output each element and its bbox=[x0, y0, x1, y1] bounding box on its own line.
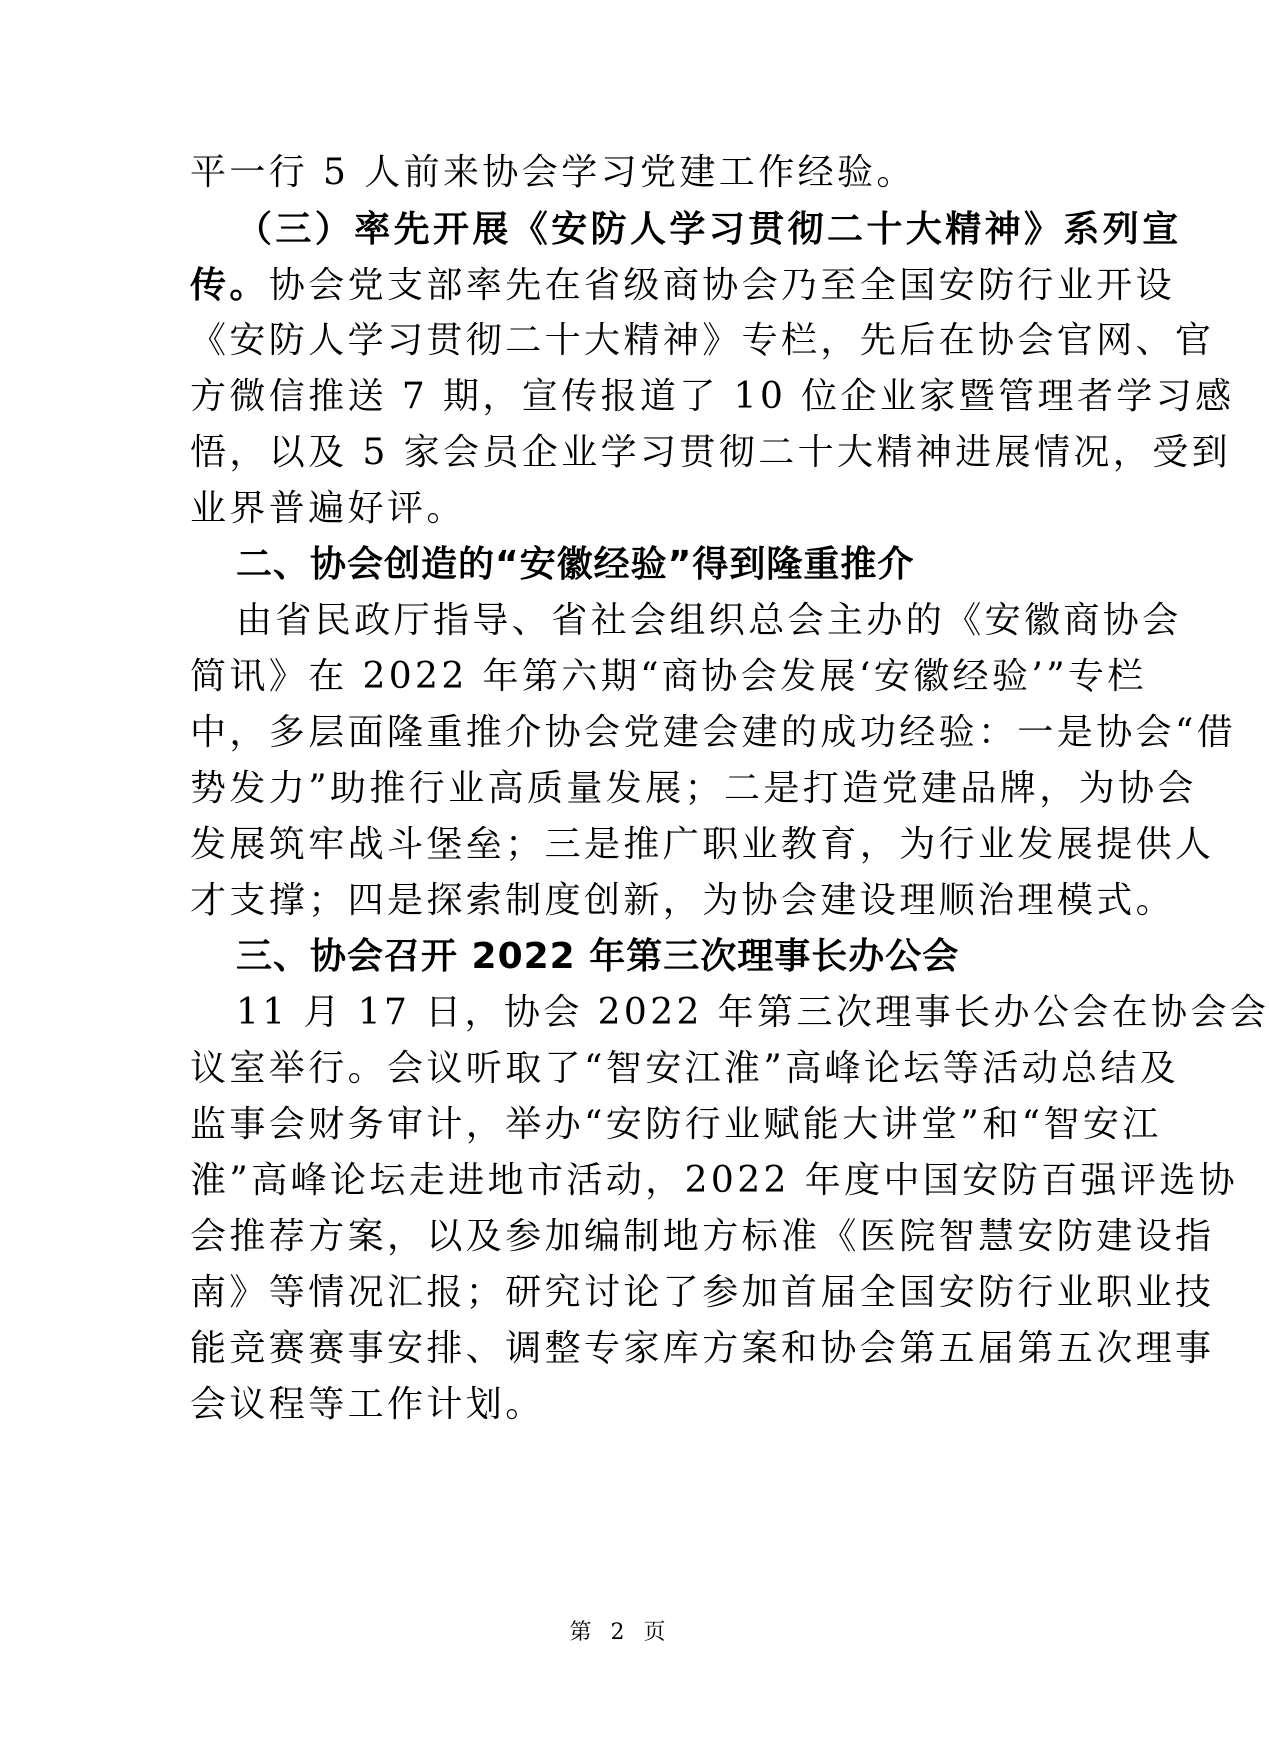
paragraph-line: 《安防人学习贯彻二十大精神》专栏，先后在协会官网、官 bbox=[190, 320, 1215, 361]
paragraph-text: 协会党支部率先在省级商协会乃至全国安防行业开设 bbox=[268, 265, 1176, 306]
page-number: 第 2 页 bbox=[569, 1620, 672, 1645]
paragraph-line: 简讯》在 2022 年第六期“商协会发展‘安徽经验’”专栏 bbox=[190, 656, 1147, 697]
paragraph-line: 11 月 17 日，协会 2022 年第三次理事长办公会在协会会 bbox=[236, 992, 1269, 1033]
paragraph-line: 中，多层面隆重推介协会党建会建的成功经验：一是协会“借 bbox=[190, 712, 1237, 753]
paragraph-line bbox=[190, 254, 1176, 316]
paragraph-line: 南》等情况汇报；研究讨论了参加首届全国安防行业职业技 bbox=[190, 1272, 1215, 1313]
subheading-line: （三）率先开展《安防人学习贯彻二十大精神》系列宣 bbox=[236, 208, 1182, 250]
paragraph-line: 发展筑牢战斗堡垒；三是推广职业教育，为行业发展提供人 bbox=[190, 824, 1215, 865]
paragraph-line: 才支撑；四是探索制度创新，为协会建设理顺治理模式。 bbox=[190, 880, 1176, 921]
paragraph-line: 能竞赛赛事安排、调整专家库方案和协会第五届第五次理事 bbox=[190, 1328, 1215, 1369]
paragraph-line: 监事会财务审计，举办“安防行业赋能大讲堂”和“智安江 bbox=[190, 1104, 1162, 1145]
paragraph-line: 议室举行。会议听取了“智安江淮”高峰论坛等活动总结及 bbox=[190, 1048, 1180, 1089]
paragraph-line: 会推荐方案，以及参加编制地方标准《医院智慧安防建设指 bbox=[190, 1216, 1215, 1257]
paragraph-line: 由省民政厅指导、省社会组织总会主办的《安徽商协会 bbox=[236, 600, 1182, 641]
section-heading: 三、协会召开 2022 年第三次理事长办公会 bbox=[236, 936, 960, 977]
paragraph-line: 会议程等工作计划。 bbox=[190, 1384, 545, 1425]
paragraph-line: 势发力”助推行业高质量发展；二是打造党建品牌，为协会 bbox=[190, 768, 1197, 809]
subheading-end: 传。 bbox=[190, 264, 269, 306]
paragraph-line: 悟，以及 5 家会员企业学习贯彻二十大精神进展情况，受到 bbox=[190, 432, 1231, 473]
paragraph-line: 平一行 5 人前来协会学习党建工作经验。 bbox=[190, 152, 916, 193]
paragraph-line: 淮”高峰论坛走进地市活动，2022 年度中国安防百强评选协 bbox=[190, 1160, 1239, 1201]
section-heading: 二、协会创造的“安徽经验”得到隆重推介 bbox=[236, 544, 915, 585]
paragraph-line: 方微信推送 7 期，宣传报道了 10 位企业家暨管理者学习感 bbox=[190, 376, 1235, 417]
paragraph-line: 业界普遍好评。 bbox=[190, 488, 466, 529]
